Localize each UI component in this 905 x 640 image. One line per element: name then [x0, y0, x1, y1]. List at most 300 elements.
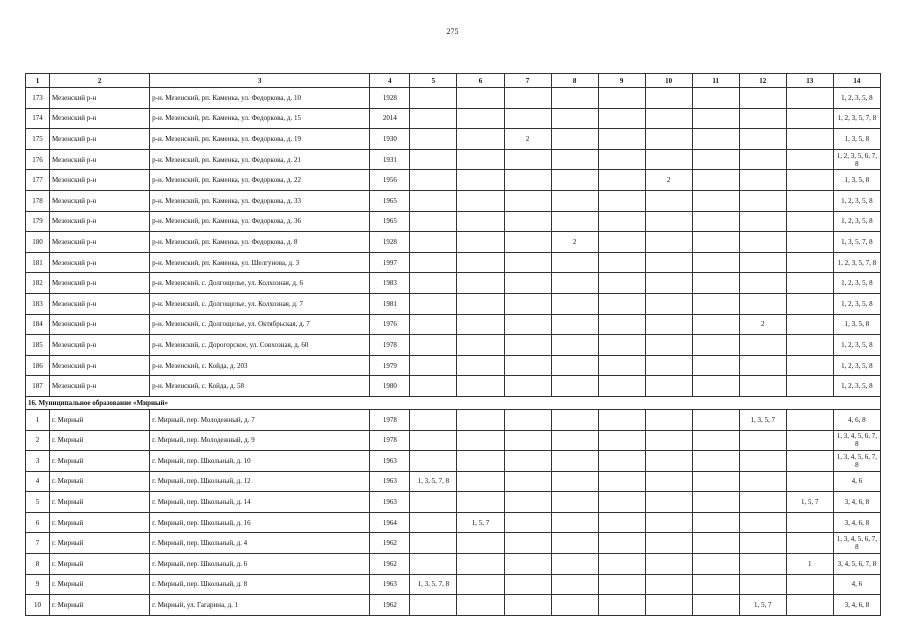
row-number: 181 [26, 252, 50, 273]
value-cell-col8 [551, 574, 598, 595]
district-cell: г. Мирный [50, 574, 150, 595]
value-cell-col12 [739, 451, 786, 472]
value-cell-col11 [692, 376, 739, 397]
value-cell-col7 [504, 273, 551, 294]
value-cell-col6 [457, 211, 504, 232]
value-cell-col13 [786, 129, 833, 150]
district-cell: Мезенский р-н [50, 88, 150, 109]
column-header-11: 11 [692, 74, 739, 88]
value-cell-col10 [645, 554, 692, 575]
value-cell-col8 [551, 108, 598, 129]
value-cell-col12 [739, 293, 786, 314]
header-row [26, 74, 881, 88]
value-cell-col14: 1, 3, 5, 7, 8 [833, 232, 880, 253]
value-cell-col9 [598, 211, 645, 232]
table-row [26, 554, 881, 575]
value-cell-col14: 1, 2, 3, 5, 8 [833, 293, 880, 314]
value-cell-col5 [410, 451, 457, 472]
value-cell-col7 [504, 595, 551, 616]
column-header-8: 8 [551, 74, 598, 88]
value-cell-col8 [551, 409, 598, 430]
year-cell: 1963 [370, 574, 410, 595]
value-cell-col5 [410, 211, 457, 232]
value-cell-col12 [739, 108, 786, 129]
value-cell-col10 [645, 335, 692, 356]
value-cell-col9 [598, 335, 645, 356]
value-cell-col13 [786, 574, 833, 595]
row-number: 1 [26, 409, 50, 430]
address-cell: р-н. Мезенский, рп. Каменка, ул. Шелгунова, д. 3 [150, 252, 370, 273]
row-number: 6 [26, 512, 50, 533]
value-cell-col8 [551, 430, 598, 451]
year-cell: 1981 [370, 293, 410, 314]
value-cell-col7 [504, 232, 551, 253]
address-cell: г. Мирный, пер. Школьный, д. 10 [150, 451, 370, 472]
value-cell-col6 [457, 355, 504, 376]
section-row [26, 396, 881, 409]
value-cell-col5 [410, 149, 457, 170]
value-cell-col12 [739, 211, 786, 232]
value-cell-col5: 1, 3, 5, 7, 8 [410, 471, 457, 492]
value-cell-col12 [739, 252, 786, 273]
value-cell-col7 [504, 512, 551, 533]
value-cell-col6 [457, 430, 504, 451]
value-cell-col14: 1, 2, 3, 5, 8 [833, 376, 880, 397]
value-cell-col13 [786, 335, 833, 356]
column-header-10: 10 [645, 74, 692, 88]
year-cell: 1997 [370, 252, 410, 273]
value-cell-col7 [504, 533, 551, 554]
value-cell-col13 [786, 451, 833, 472]
value-cell-col13 [786, 108, 833, 129]
value-cell-col6 [457, 108, 504, 129]
value-cell-col8 [551, 129, 598, 150]
value-cell-col7 [504, 149, 551, 170]
year-cell: 1963 [370, 471, 410, 492]
value-cell-col9 [598, 512, 645, 533]
value-cell-col12 [739, 149, 786, 170]
row-number: 8 [26, 554, 50, 575]
value-cell-col11 [692, 574, 739, 595]
value-cell-col14: 1, 3, 5, 8 [833, 129, 880, 150]
value-cell-col9 [598, 554, 645, 575]
district-cell: Мезенский р-н [50, 273, 150, 294]
value-cell-col11 [692, 129, 739, 150]
value-cell-col7 [504, 211, 551, 232]
value-cell-col11 [692, 273, 739, 294]
value-cell-col13: 1 [786, 554, 833, 575]
value-cell-col5 [410, 129, 457, 150]
value-cell-col10 [645, 451, 692, 472]
district-cell: Мезенский р-н [50, 190, 150, 211]
value-cell-col8 [551, 451, 598, 472]
row-number: 185 [26, 335, 50, 356]
address-cell: р-н. Мезенский, с. Койда, д. 58 [150, 376, 370, 397]
year-cell: 1956 [370, 170, 410, 191]
year-cell: 1928 [370, 232, 410, 253]
value-cell-col14: 3, 4, 5, 6, 7, 8 [833, 554, 880, 575]
value-cell-col14: 1, 2, 3, 5, 8 [833, 190, 880, 211]
value-cell-col7 [504, 88, 551, 109]
value-cell-col12: 1, 5, 7 [739, 595, 786, 616]
district-cell: г. Мирный [50, 554, 150, 575]
value-cell-col7 [504, 471, 551, 492]
column-header-14: 14 [833, 74, 880, 88]
value-cell-col5 [410, 190, 457, 211]
value-cell-col12 [739, 430, 786, 451]
year-cell: 1978 [370, 430, 410, 451]
value-cell-col9 [598, 273, 645, 294]
value-cell-col6 [457, 170, 504, 191]
value-cell-col14: 1, 3, 4, 5, 6, 7, 8 [833, 451, 880, 472]
row-number: 177 [26, 170, 50, 191]
value-cell-col5 [410, 335, 457, 356]
row-number: 4 [26, 471, 50, 492]
row-number: 173 [26, 88, 50, 109]
value-cell-col11 [692, 512, 739, 533]
value-cell-col14: 4, 6, 8 [833, 409, 880, 430]
value-cell-col8 [551, 88, 598, 109]
address-cell: р-н. Мезенский, с. Долгощелье, ул. Колхозная, д. 7 [150, 293, 370, 314]
value-cell-col8 [551, 512, 598, 533]
value-cell-col12 [739, 88, 786, 109]
district-cell: Мезенский р-н [50, 335, 150, 356]
value-cell-col11 [692, 190, 739, 211]
value-cell-col14: 1, 3, 4, 5, 6, 7, 8 [833, 533, 880, 554]
row-number: 3 [26, 451, 50, 472]
district-cell: Мезенский р-н [50, 170, 150, 191]
value-cell-col6 [457, 574, 504, 595]
district-cell: г. Мирный [50, 471, 150, 492]
value-cell-col11 [692, 232, 739, 253]
value-cell-col6 [457, 273, 504, 294]
value-cell-col9 [598, 232, 645, 253]
value-cell-col5: 1, 3, 5, 7, 8 [410, 574, 457, 595]
value-cell-col10 [645, 88, 692, 109]
value-cell-col8 [551, 273, 598, 294]
table-row [26, 314, 881, 335]
value-cell-col5 [410, 170, 457, 191]
value-cell-col10 [645, 471, 692, 492]
value-cell-col5 [410, 430, 457, 451]
column-header-12: 12 [739, 74, 786, 88]
value-cell-col6 [457, 129, 504, 150]
row-number: 7 [26, 533, 50, 554]
value-cell-col14: 1, 2, 3, 5, 8 [833, 355, 880, 376]
value-cell-col11 [692, 314, 739, 335]
value-cell-col12: 2 [739, 314, 786, 335]
value-cell-col6 [457, 409, 504, 430]
value-cell-col12 [739, 533, 786, 554]
district-cell: г. Мирный [50, 409, 150, 430]
table-row [26, 108, 881, 129]
value-cell-col6 [457, 471, 504, 492]
value-cell-col8 [551, 293, 598, 314]
value-cell-col11 [692, 595, 739, 616]
value-cell-col13 [786, 355, 833, 376]
value-cell-col10 [645, 149, 692, 170]
address-cell: р-н. Мезенский, рп. Каменка, ул. Федоркова, д. 33 [150, 190, 370, 211]
value-cell-col10 [645, 129, 692, 150]
year-cell: 1963 [370, 492, 410, 513]
value-cell-col5 [410, 554, 457, 575]
value-cell-col13 [786, 252, 833, 273]
value-cell-col13 [786, 273, 833, 294]
value-cell-col8 [551, 190, 598, 211]
year-cell: 1963 [370, 451, 410, 472]
year-cell: 1928 [370, 88, 410, 109]
row-number: 9 [26, 574, 50, 595]
row-number: 182 [26, 273, 50, 294]
year-cell: 2014 [370, 108, 410, 129]
table-row [26, 595, 881, 616]
column-header-4: 4 [370, 74, 410, 88]
table-row [26, 355, 881, 376]
value-cell-col11 [692, 88, 739, 109]
row-number: 183 [26, 293, 50, 314]
value-cell-col6 [457, 492, 504, 513]
value-cell-col13 [786, 512, 833, 533]
value-cell-col6 [457, 314, 504, 335]
row-number: 178 [26, 190, 50, 211]
row-number: 180 [26, 232, 50, 253]
value-cell-col12 [739, 512, 786, 533]
value-cell-col8 [551, 492, 598, 513]
value-cell-col9 [598, 409, 645, 430]
address-cell: р-н. Мезенский, рп. Каменка, ул. Федоркова, д. 22 [150, 170, 370, 191]
district-cell: Мезенский р-н [50, 232, 150, 253]
value-cell-col13 [786, 232, 833, 253]
value-cell-col7 [504, 574, 551, 595]
value-cell-col14: 1, 2, 3, 5, 6, 7, 8 [833, 149, 880, 170]
value-cell-col10 [645, 533, 692, 554]
value-cell-col11 [692, 409, 739, 430]
value-cell-col13 [786, 190, 833, 211]
value-cell-col7 [504, 355, 551, 376]
value-cell-col11 [692, 149, 739, 170]
table-row [26, 335, 881, 356]
value-cell-col5 [410, 492, 457, 513]
row-number: 5 [26, 492, 50, 513]
value-cell-col12 [739, 376, 786, 397]
value-cell-col7 [504, 170, 551, 191]
year-cell: 1978 [370, 335, 410, 356]
value-cell-col10 [645, 293, 692, 314]
value-cell-col7: 2 [504, 129, 551, 150]
district-cell: Мезенский р-н [50, 108, 150, 129]
value-cell-col8 [551, 314, 598, 335]
value-cell-col14: 3, 4, 6, 8 [833, 492, 880, 513]
year-cell: 1962 [370, 595, 410, 616]
district-cell: г. Мирный [50, 512, 150, 533]
address-cell: г. Мирный, пер. Школьный, д. 6 [150, 554, 370, 575]
year-cell: 1965 [370, 211, 410, 232]
value-cell-col5 [410, 293, 457, 314]
value-cell-col14: 1, 3, 5, 8 [833, 314, 880, 335]
table-row [26, 190, 881, 211]
column-header-3: 3 [150, 74, 370, 88]
value-cell-col8 [551, 554, 598, 575]
year-cell: 1980 [370, 376, 410, 397]
register-table [25, 73, 881, 616]
column-header-9: 9 [598, 74, 645, 88]
value-cell-col8 [551, 252, 598, 273]
value-cell-col8 [551, 335, 598, 356]
value-cell-col7 [504, 554, 551, 575]
value-cell-col6 [457, 293, 504, 314]
value-cell-col8 [551, 595, 598, 616]
value-cell-col12: 1, 3, 5, 7 [739, 409, 786, 430]
value-cell-col11 [692, 471, 739, 492]
table-row [26, 533, 881, 554]
value-cell-col9 [598, 170, 645, 191]
value-cell-col8 [551, 211, 598, 232]
value-cell-col11 [692, 533, 739, 554]
year-cell: 1962 [370, 533, 410, 554]
row-number: 186 [26, 355, 50, 376]
year-cell: 1983 [370, 273, 410, 294]
address-cell: г. Мирный, пер. Школьный, д. 16 [150, 512, 370, 533]
value-cell-col9 [598, 88, 645, 109]
value-cell-col13 [786, 376, 833, 397]
value-cell-col14: 3, 4, 6, 8 [833, 512, 880, 533]
value-cell-col7 [504, 314, 551, 335]
value-cell-col5 [410, 314, 457, 335]
value-cell-col11 [692, 335, 739, 356]
value-cell-col10 [645, 376, 692, 397]
value-cell-col8: 2 [551, 232, 598, 253]
value-cell-col14: 1, 2, 3, 5, 7, 8 [833, 252, 880, 273]
value-cell-col10 [645, 211, 692, 232]
address-cell: р-н. Мезенский, рп. Каменка, ул. Федоркова, д. 21 [150, 149, 370, 170]
value-cell-col8 [551, 170, 598, 191]
value-cell-col10 [645, 355, 692, 376]
value-cell-col13: 1, 5, 7 [786, 492, 833, 513]
year-cell: 1962 [370, 554, 410, 575]
value-cell-col7 [504, 430, 551, 451]
value-cell-col13 [786, 211, 833, 232]
address-cell: г. Мирный, пер. Школьный, д. 4 [150, 533, 370, 554]
value-cell-col5 [410, 273, 457, 294]
district-cell: Мезенский р-н [50, 293, 150, 314]
value-cell-col12 [739, 273, 786, 294]
value-cell-col5 [410, 88, 457, 109]
value-cell-col12 [739, 170, 786, 191]
address-cell: р-н. Мезенский, рп. Каменка, ул. Федоркова, д. 15 [150, 108, 370, 129]
year-cell: 1964 [370, 512, 410, 533]
district-cell: Мезенский р-н [50, 376, 150, 397]
section-title: 16. Муниципальное образование «Мирный» [26, 396, 881, 409]
value-cell-col12 [739, 492, 786, 513]
row-number: 10 [26, 595, 50, 616]
value-cell-col6 [457, 88, 504, 109]
value-cell-col9 [598, 293, 645, 314]
district-cell: г. Мирный [50, 492, 150, 513]
value-cell-col9 [598, 190, 645, 211]
value-cell-col7 [504, 108, 551, 129]
table-row [26, 512, 881, 533]
value-cell-col9 [598, 108, 645, 129]
table-row [26, 149, 881, 170]
value-cell-col11 [692, 492, 739, 513]
value-cell-col13 [786, 314, 833, 335]
address-cell: г. Мирный, пер. Молодежный, д. 7 [150, 409, 370, 430]
value-cell-col10 [645, 430, 692, 451]
table-row [26, 170, 881, 191]
value-cell-col6 [457, 335, 504, 356]
year-cell: 1976 [370, 314, 410, 335]
row-number: 175 [26, 129, 50, 150]
year-cell: 1931 [370, 149, 410, 170]
value-cell-col11 [692, 451, 739, 472]
table-row [26, 430, 881, 451]
column-header-6: 6 [457, 74, 504, 88]
value-cell-col13 [786, 595, 833, 616]
value-cell-col10: 2 [645, 170, 692, 191]
value-cell-col14: 4, 6 [833, 471, 880, 492]
value-cell-col10 [645, 108, 692, 129]
column-header-7: 7 [504, 74, 551, 88]
address-cell: р-н. Мезенский, рп. Каменка, ул. Федоркова, д. 36 [150, 211, 370, 232]
value-cell-col7 [504, 376, 551, 397]
value-cell-col9 [598, 574, 645, 595]
value-cell-col7 [504, 190, 551, 211]
value-cell-col5 [410, 376, 457, 397]
value-cell-col12 [739, 554, 786, 575]
table-row [26, 129, 881, 150]
value-cell-col12 [739, 232, 786, 253]
value-cell-col12 [739, 471, 786, 492]
value-cell-col12 [739, 129, 786, 150]
table-row [26, 88, 881, 109]
column-header-2: 2 [50, 74, 150, 88]
value-cell-col9 [598, 451, 645, 472]
value-cell-col14: 1, 2, 3, 5, 8 [833, 335, 880, 356]
value-cell-col14: 1, 3, 4, 5, 6, 7, 8 [833, 430, 880, 451]
address-cell: г. Мирный, пер. Школьный, д. 8 [150, 574, 370, 595]
value-cell-col7 [504, 335, 551, 356]
value-cell-col11 [692, 108, 739, 129]
value-cell-col12 [739, 190, 786, 211]
value-cell-col9 [598, 471, 645, 492]
value-cell-col9 [598, 355, 645, 376]
district-cell: Мезенский р-н [50, 211, 150, 232]
table-row [26, 252, 881, 273]
value-cell-col6 [457, 595, 504, 616]
value-cell-col6 [457, 232, 504, 253]
value-cell-col5 [410, 108, 457, 129]
value-cell-col14: 1, 2, 3, 5, 8 [833, 88, 880, 109]
address-cell: р-н. Мезенский, рп. Каменка, ул. Федоркова, д. 10 [150, 88, 370, 109]
value-cell-col11 [692, 355, 739, 376]
district-cell: Мезенский р-н [50, 314, 150, 335]
value-cell-col6 [457, 190, 504, 211]
value-cell-col11 [692, 293, 739, 314]
value-cell-col7 [504, 252, 551, 273]
value-cell-col14: 1, 3, 5, 8 [833, 170, 880, 191]
year-cell: 1978 [370, 409, 410, 430]
district-cell: Мезенский р-н [50, 129, 150, 150]
value-cell-col10 [645, 512, 692, 533]
value-cell-col9 [598, 149, 645, 170]
value-cell-col9 [598, 376, 645, 397]
value-cell-col12 [739, 355, 786, 376]
year-cell: 1979 [370, 355, 410, 376]
address-cell: г. Мирный, пер. Молодежный, д. 9 [150, 430, 370, 451]
value-cell-col8 [551, 355, 598, 376]
value-cell-col5 [410, 232, 457, 253]
value-cell-col13 [786, 409, 833, 430]
